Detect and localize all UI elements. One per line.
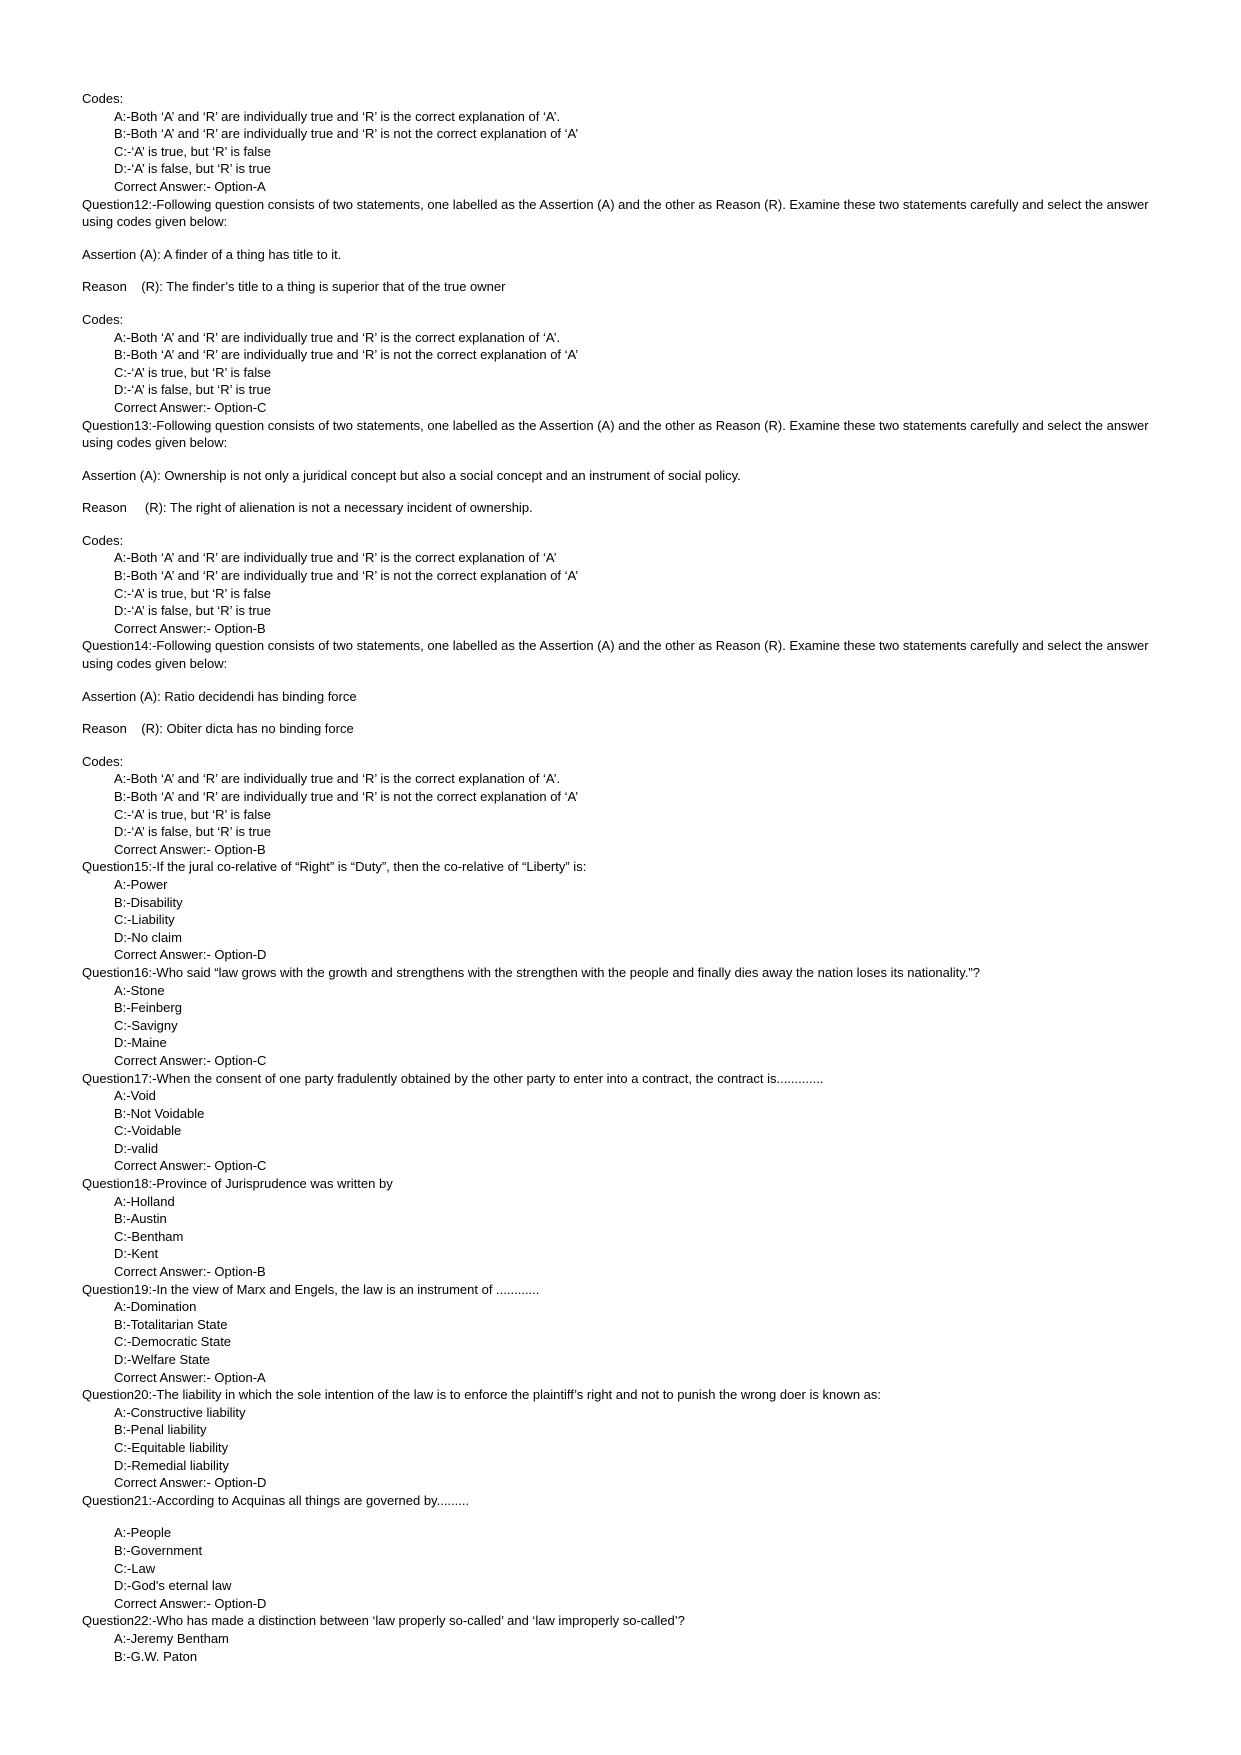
question-text: Question14:-Following question consists of two statements, one labelled as the Assertion (A) and the other as Reason (R). Examine these two statements carefully and select the answer using codes given below: xyxy=(82,638,1153,672)
assertion-text: Assertion (A): Ownership is not only a juridical concept but also a social concept and an instrument of social policy. xyxy=(82,467,741,483)
assertion-text: Assertion (A): Ratio decidendi has binding force xyxy=(82,688,357,704)
option-b: B:-Both ‘A’ and ‘R’ are individually true and ‘R’ is not the correct explanation of ‘A’ xyxy=(114,347,579,363)
option-d: D:-‘A’ is false, but ‘R’ is true xyxy=(114,382,272,398)
option-c: C:-Democratic State xyxy=(114,1334,232,1350)
option-d: D:-valid xyxy=(114,1140,159,1156)
correct-answer: Correct Answer:- Option-A xyxy=(114,1369,266,1385)
correct-answer: Correct Answer:- Option-B xyxy=(114,1264,266,1280)
question-22 xyxy=(82,1612,1181,1665)
question-20 xyxy=(82,1386,1181,1492)
question-11-tail xyxy=(82,90,1181,196)
question-text: Question15:-If the jural co-relative of “Right” is “Duty”, then the co-relative of “Liberty” is: xyxy=(82,859,587,875)
option-c: C:-Liability xyxy=(114,912,175,928)
option-b: B:-Austin xyxy=(114,1211,167,1227)
option-a: A:-Constructive liability xyxy=(114,1404,246,1420)
correct-answer: Correct Answer:- Option-D xyxy=(114,1475,267,1491)
option-c: C:-Bentham xyxy=(114,1228,184,1244)
correct-answer: Correct Answer:- Option-B xyxy=(114,841,266,857)
correct-answer: Correct Answer:- Option-A xyxy=(114,178,266,194)
option-a: A:-Void xyxy=(114,1088,156,1104)
reason-text: Reason (R): Obiter dicta has no binding force xyxy=(82,721,354,737)
option-b: B:-Penal liability xyxy=(114,1422,207,1438)
question-text: Question18:-Province of Jurisprudence was written by xyxy=(82,1176,393,1192)
assertion-text: Assertion (A): A finder of a thing has title to it. xyxy=(82,246,342,262)
question-21 xyxy=(82,1492,1181,1613)
option-b: B:-Government xyxy=(114,1542,203,1558)
question-13 xyxy=(82,417,1181,638)
option-d: D:-‘A’ is false, but ‘R’ is true xyxy=(114,161,272,177)
option-b: B:-Both ‘A’ and ‘R’ are individually true and ‘R’ is not the correct explanation of ‘A’ xyxy=(114,126,579,142)
option-b: B:-G.W. Paton xyxy=(114,1648,198,1664)
question-19 xyxy=(82,1281,1181,1387)
option-a: A:-Both ‘A’ and ‘R’ are individually true and ‘R’ is the correct explanation of ‘A’. xyxy=(114,771,561,787)
option-c: C:-‘A’ is true, but ‘R’ is false xyxy=(114,143,272,159)
option-b: B:-Feinberg xyxy=(114,1000,182,1016)
option-a: A:-Stone xyxy=(114,982,165,998)
option-b: B:-Both ‘A’ and ‘R’ are individually true and ‘R’ is not the correct explanation of ‘A’ xyxy=(114,568,579,584)
correct-answer: Correct Answer:- Option-B xyxy=(114,620,266,636)
option-b: B:-Disability xyxy=(114,894,183,910)
option-b: B:-Totalitarian State xyxy=(114,1316,228,1332)
correct-answer: Correct Answer:- Option-C xyxy=(114,399,267,415)
option-c: C:-Equitable liability xyxy=(114,1439,229,1455)
correct-answer: Correct Answer:- Option-D xyxy=(114,1595,267,1611)
reason-text: Reason (R): The finder’s title to a thing is superior that of the true owner xyxy=(82,279,506,295)
option-b: B:-Both ‘A’ and ‘R’ are individually true and ‘R’ is not the correct explanation of ‘A’ xyxy=(114,789,579,804)
question-text: Question19:-In the view of Marx and Engels, the law is an instrument of ............ xyxy=(82,1281,540,1297)
option-a: A:-Both ‘A’ and ‘R’ are individually true and ‘R’ is the correct explanation of ‘A’. xyxy=(114,108,561,124)
correct-answer: Correct Answer:- Option-C xyxy=(114,1052,267,1068)
codes-label: Codes: xyxy=(82,311,124,327)
question-18 xyxy=(82,1175,1181,1281)
question-text: Question13:-Following question consists of two statements, one labelled as the Assertion (A) and the other as Reason (R). Examine these two statements carefully and select the answer using codes given below: xyxy=(82,417,1153,451)
option-d: D:-God's eternal law xyxy=(114,1578,232,1594)
option-d: D:-‘A’ is false, but ‘R’ is true xyxy=(114,603,272,619)
question-16 xyxy=(82,964,1181,1070)
correct-answer: Correct Answer:- Option-D xyxy=(114,947,267,963)
question-15 xyxy=(82,858,1181,964)
codes-label: Codes: xyxy=(82,753,124,769)
question-text: Question22:-Who has made a distinction between ‘law properly so-called’ and ‘law improperly so-called’? xyxy=(82,1613,685,1629)
option-c: C:-‘A’ is true, but ‘R’ is false xyxy=(114,806,272,822)
question-12 xyxy=(82,196,1181,417)
option-c: C:-‘A’ is true, but ‘R’ is false xyxy=(114,585,272,601)
reason-text: Reason (R): The right of alienation is not a necessary incident of ownership. xyxy=(82,500,533,516)
question-text: Question16:-Who said “law grows with the growth and strengthens with the strengthen with the people and finally dies away the nation loses its nationality.”? xyxy=(82,964,980,980)
option-a: A:-Domination xyxy=(114,1299,197,1315)
option-c: C:-Savigny xyxy=(114,1017,178,1033)
option-d: D:-Remedial liability xyxy=(114,1457,229,1473)
question-text: Question12:-Following question consists of two statements, one labelled as the Assertion (A) and the other as Reason (R). Examine these two statements carefully and select the answer using codes given below: xyxy=(82,196,1153,230)
option-a: A:-Holland xyxy=(114,1193,175,1209)
option-a: A:-Power xyxy=(114,876,168,892)
option-c: C:-Voidable xyxy=(114,1123,182,1139)
option-d: D:-Maine xyxy=(114,1035,167,1051)
question-17 xyxy=(82,1070,1181,1176)
option-d: D:-No claim xyxy=(114,929,182,945)
codes-label: Codes: xyxy=(82,532,124,548)
correct-answer: Correct Answer:- Option-C xyxy=(114,1158,267,1174)
option-d: D:-Welfare State xyxy=(114,1352,210,1367)
question-text: Question21:-According to Acquinas all things are governed by......... xyxy=(82,1492,470,1508)
question-text: Question17:-When the consent of one party fradulently obtained by the other party to enter into a contract, the contract is............. xyxy=(82,1070,824,1086)
option-c: C:-‘A’ is true, but ‘R’ is false xyxy=(114,364,272,380)
option-a: A:-People xyxy=(114,1525,172,1541)
option-d: D:-Kent xyxy=(114,1246,159,1262)
option-a: A:-Both ‘A’ and ‘R’ are individually true and ‘R’ is the correct explanation of ‘A’. xyxy=(114,329,561,345)
option-b: B:-Not Voidable xyxy=(114,1105,205,1121)
option-a: A:-Jeremy Bentham xyxy=(114,1630,229,1646)
codes-label: Codes: xyxy=(82,91,124,106)
option-d: D:-‘A’ is false, but ‘R’ is true xyxy=(114,824,272,840)
option-a: A:-Both ‘A’ and ‘R’ are individually true and ‘R’ is the correct explanation of ‘A’ xyxy=(114,550,557,566)
question-14 xyxy=(82,637,1181,858)
option-c: C:-Law xyxy=(114,1560,156,1576)
question-text: Question20:-The liability in which the sole intention of the law is to enforce the plaintiff’s right and not to punish the wrong doer is known as: xyxy=(82,1387,881,1403)
